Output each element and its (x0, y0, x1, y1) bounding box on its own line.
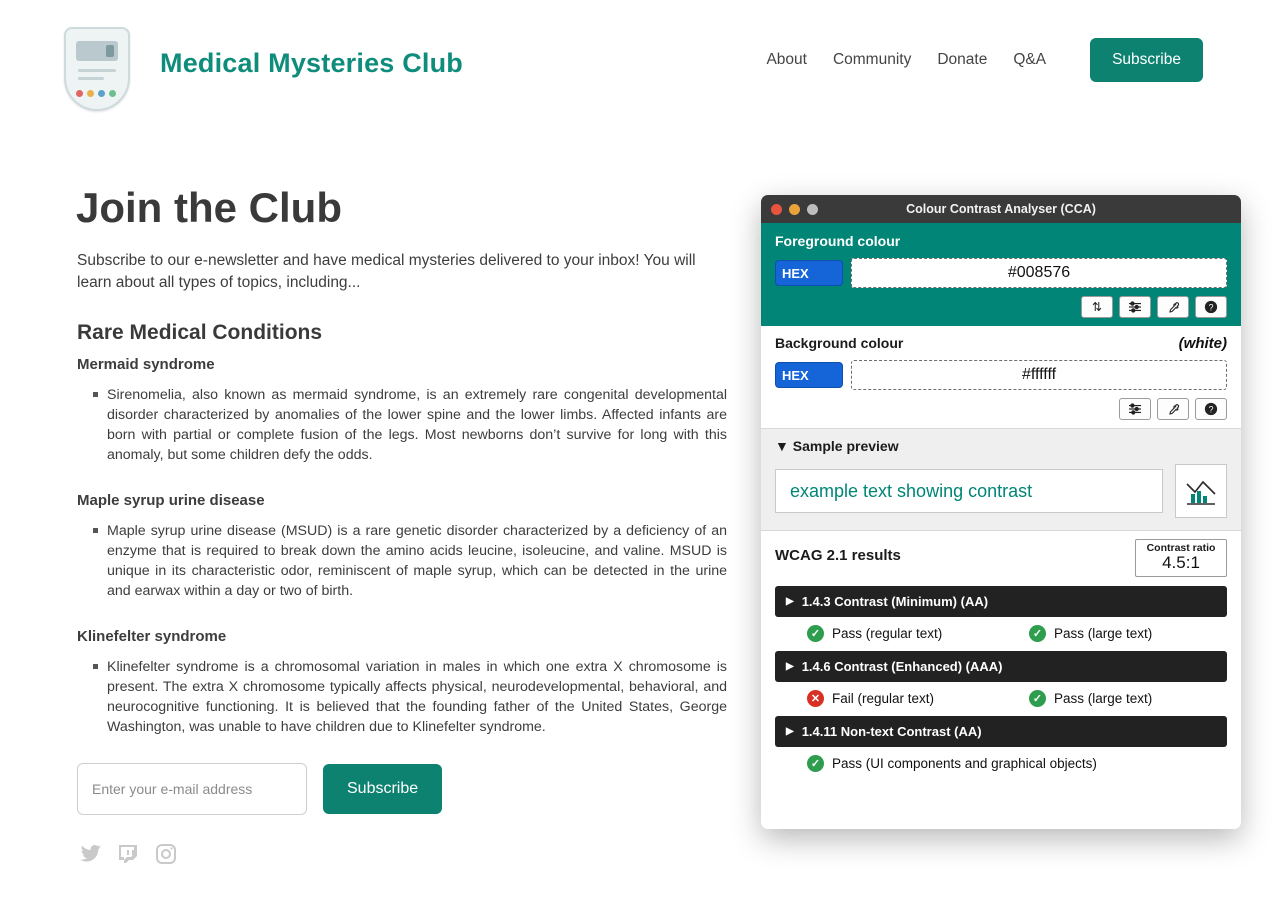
contrast-ratio-value: 4.5:1 (1162, 553, 1200, 572)
sliders-icon[interactable] (1119, 398, 1151, 420)
signup-subscribe-button[interactable]: Subscribe (323, 764, 442, 814)
pass-icon: ✓ (807, 755, 824, 772)
condition-title: Maple syrup urine disease (77, 492, 265, 509)
sample-preview-label: Sample preview (792, 438, 899, 454)
background-format-select[interactable] (775, 362, 843, 388)
cca-window (761, 195, 1241, 829)
cca-window-title: Colour Contrast Analyser (CCA) (906, 202, 1096, 216)
criterion-label: 1.4.11 Non-text Contrast (AA) (801, 723, 982, 739)
page-title: Join the Club (76, 184, 342, 232)
nav-item-community[interactable]: Community (832, 51, 912, 68)
check-result (807, 690, 1029, 707)
site-logo[interactable] (64, 27, 130, 111)
twitter-icon[interactable] (78, 842, 102, 866)
condition-title: Mermaid syndrome (77, 356, 215, 373)
background-tool-icons (775, 398, 1227, 420)
foreground-panel (761, 223, 1241, 326)
header-subscribe-button[interactable]: Subscribe (1090, 38, 1203, 82)
wcag-results-panel (761, 531, 1241, 782)
swap-colours-icon[interactable]: ⇅ (1081, 296, 1113, 318)
fail-icon: ✕ (807, 690, 824, 707)
background-colour-input[interactable]: #ffffff (851, 360, 1227, 390)
check-label: Pass (UI components and graphical objects) (832, 755, 1097, 771)
check-result (1029, 690, 1152, 707)
check-label: Pass (regular text) (832, 625, 943, 641)
background-colour-note: (white) (1178, 335, 1227, 352)
eyedropper-icon[interactable] (1157, 296, 1189, 318)
contrast-ratio-label: Contrast ratio (1146, 542, 1216, 554)
contrast-ratio-box (1135, 539, 1227, 577)
criterion-header[interactable] (775, 716, 1227, 747)
wcag-results-title: WCAG 2.1 results (775, 547, 901, 564)
check-result (807, 755, 1097, 772)
chevron-right-icon: ▶ (786, 595, 794, 607)
condition-body: Klinefelter syndrome is a chromosomal variation in males in which one extra X chromosome is present. The extra X chromosome typically affects physical, neurodevelopmental, behavioral, and neurocognitive functioning. It is believed that the founding father of the United States, George Washington, was unable to have children due to Klinefelter syndrome. (93, 657, 727, 738)
main-nav (766, 38, 1203, 82)
background-panel (761, 326, 1241, 429)
criterion-results (775, 755, 1227, 772)
help-icon[interactable] (1195, 296, 1227, 318)
cca-titlebar[interactable] (761, 195, 1241, 223)
pass-icon: ✓ (807, 625, 824, 642)
check-label: Fail (regular text) (832, 690, 935, 706)
criterion-label: 1.4.6 Contrast (Enhanced) (AAA) (801, 658, 1003, 674)
signup-form (77, 763, 442, 815)
sample-text: example text showing contrast (775, 469, 1163, 513)
twitch-icon[interactable] (116, 842, 140, 866)
foreground-label: Foreground colour (775, 233, 901, 249)
nav-item-about[interactable]: About (766, 51, 807, 68)
site-header (0, 0, 1275, 124)
sample-preview-panel (761, 429, 1241, 531)
nav-item-qa[interactable]: Q&A (1013, 51, 1047, 68)
check-label: Pass (large text) (1054, 625, 1153, 641)
email-input[interactable] (77, 763, 307, 815)
condition-block (77, 356, 727, 466)
pass-icon: ✓ (1029, 625, 1046, 642)
foreground-format-select[interactable] (775, 260, 843, 286)
chevron-down-icon: ▼ (775, 438, 789, 454)
social-links (78, 842, 178, 866)
chevron-right-icon: ▶ (786, 660, 794, 672)
eyedropper-icon[interactable] (1157, 398, 1189, 420)
sample-preview-toggle[interactable] (775, 438, 1227, 454)
criterion-header[interactable] (775, 651, 1227, 682)
chevron-right-icon: ▶ (786, 725, 794, 737)
site-title: Medical Mysteries Club (160, 48, 463, 78)
chart-sample-icon (1175, 464, 1227, 518)
check-result (1029, 625, 1152, 642)
criterion-results (775, 690, 1227, 707)
foreground-tool-icons (775, 296, 1227, 318)
instagram-icon[interactable] (154, 842, 178, 866)
condition-body: Maple syrup urine disease (MSUD) is a rare genetic disorder characterized by a deficiency of an enzyme that is required to break down the amino acids leucine, isoleucine, and valine. MSUD is unique in its characteristic odor, reminiscent of maple syrup, which can be detected in the urine and earwax within a day or two of birth. (93, 521, 727, 602)
help-icon[interactable] (1195, 398, 1227, 420)
pass-icon: ✓ (1029, 690, 1046, 707)
check-label: Pass (large text) (1054, 690, 1153, 706)
intro-paragraph: Subscribe to our e-newsletter and have medical mysteries delivered to your inbox! You will learn about all types of topics, including... (77, 251, 696, 291)
svg-text:?: ? (1208, 302, 1214, 313)
condition-body: Sirenomelia, also known as mermaid syndrome, is an extremely rare congenital developmental disorder characterized by anomalies of the lower spine and the lower limbs. Affected infants are born with partial or complete fusion of the legs. Most newborns don’t survive for long with this anomaly, but some children defy the odds. (93, 385, 727, 466)
check-result (807, 625, 1029, 642)
criterion-label: 1.4.3 Contrast (Minimum) (AA) (801, 593, 989, 609)
criterion-results (775, 625, 1227, 642)
condition-title: Klinefelter syndrome (77, 628, 227, 645)
condition-block (77, 628, 727, 738)
shield-logo-icon (64, 27, 130, 111)
svg-text:?: ? (1208, 404, 1214, 415)
background-label: Background colour (775, 335, 904, 351)
nav-item-donate[interactable]: Donate (937, 51, 988, 68)
criterion-header[interactable] (775, 586, 1227, 617)
foreground-colour-input[interactable]: #008576 (851, 258, 1227, 288)
condition-block (77, 492, 727, 602)
sliders-icon[interactable] (1119, 296, 1151, 318)
section-heading: Rare Medical Conditions (77, 321, 323, 345)
